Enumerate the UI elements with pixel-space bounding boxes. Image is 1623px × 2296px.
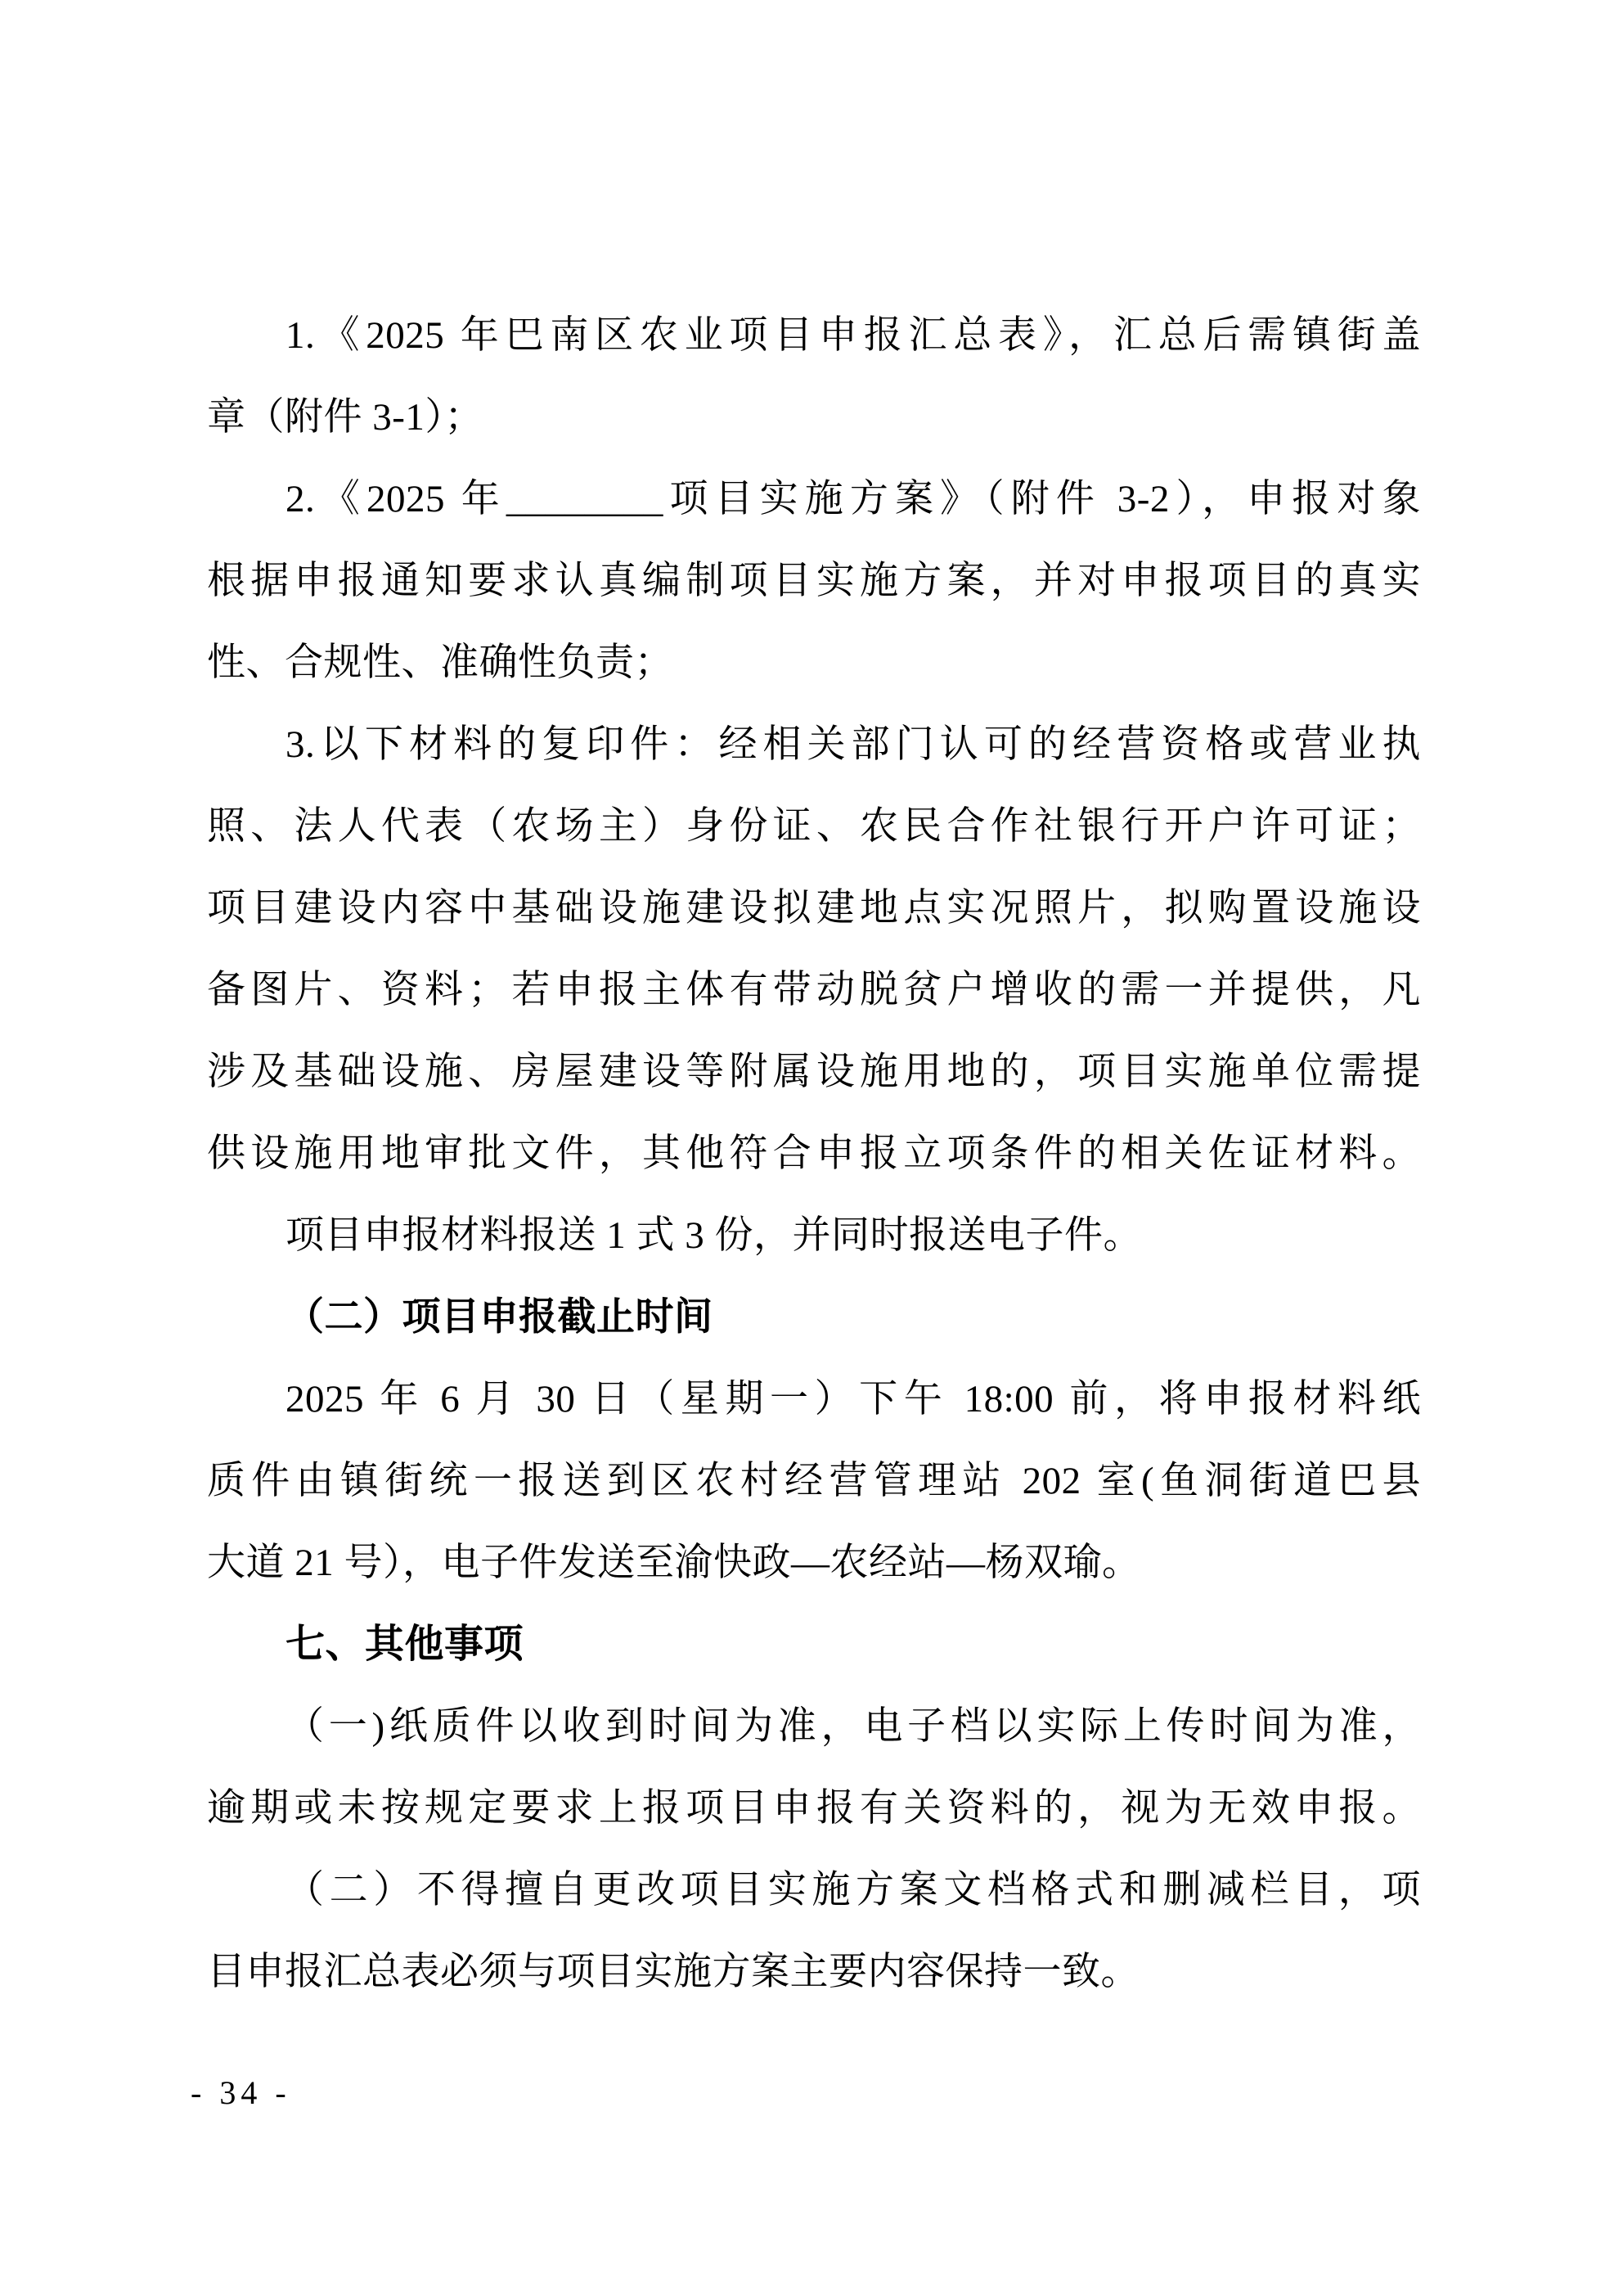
section-heading-deadline: （二）项目申报截止时间: [285, 1296, 713, 1339]
deadline-paragraph-line: 质件由镇街统一报送到区农村经营管理站 202 室(鱼洞街道巴县: [207, 1460, 1421, 1502]
other-items-2-line: （二）不得擅自更改项目实施方案文档格式和删减栏目，项: [285, 1869, 1421, 1911]
list-item-3-line: 3.以下材料的复印件：经相关部门认可的经营资格或营业执: [285, 723, 1421, 766]
list-item-2-line: 根据申报通知要求认真编制项目实施方案，并对申报项目的真实: [207, 560, 1421, 602]
deadline-paragraph-line: 2025 年 6 月 30 日（星期一）下午 18:00 前，将申报材料纸: [285, 1378, 1421, 1420]
list-item-3-line: 备图片、资料；若申报主体有带动脱贫户增收的需一并提供，凡: [207, 969, 1421, 1011]
list-item-3-line: 项目建设内容中基础设施建设拟建地点实况照片，拟购置设施设: [207, 887, 1421, 930]
list-item-2-line: 2.《2025 年________项目实施方案》（附件 3-2），申报对象: [285, 478, 1421, 520]
other-items-1-line: 逾期或未按规定要求上报项目申报有关资料的，视为无效申报。: [207, 1787, 1421, 1830]
section-heading-other-items: 七、其他事项: [285, 1623, 524, 1666]
page-number: - 34 -: [191, 2074, 291, 2111]
page-footer: [191, 2073, 291, 2113]
list-item-2-line: 性、合规性、准确性负责；: [207, 642, 673, 684]
list-item-1-line: 章（附件 3-1）；: [207, 396, 483, 439]
list-item-1-line: 1.《2025 年巴南区农业项目申报汇总表》，汇总后需镇街盖: [285, 314, 1421, 357]
other-items-1-line: （一)纸质件以收到时间为准，电子档以实际上传时间为准，: [285, 1705, 1421, 1748]
deadline-paragraph-line: 大道 21 号），电子件发送至渝快政—农经站—杨双瑜。: [207, 1542, 1141, 1584]
list-item-3-line: 涉及基础设施、房屋建设等附属设施用地的，项目实施单位需提: [207, 1051, 1421, 1093]
list-item-3-line: 供设施用地审批文件，其他符合申报立项条件的相关佐证材料。: [207, 1132, 1421, 1175]
submission-note-line: 项目申报材料报送 1 式 3 份，并同时报送电子件。: [285, 1214, 1142, 1257]
other-items-2-line: 目申报汇总表必须与项目实施方案主要内容保持一致。: [207, 1951, 1140, 1993]
list-item-3-line: 照、法人代表（农场主）身份证、农民合作社银行开户许可证；: [207, 805, 1421, 848]
document-body: [207, 295, 1421, 2013]
